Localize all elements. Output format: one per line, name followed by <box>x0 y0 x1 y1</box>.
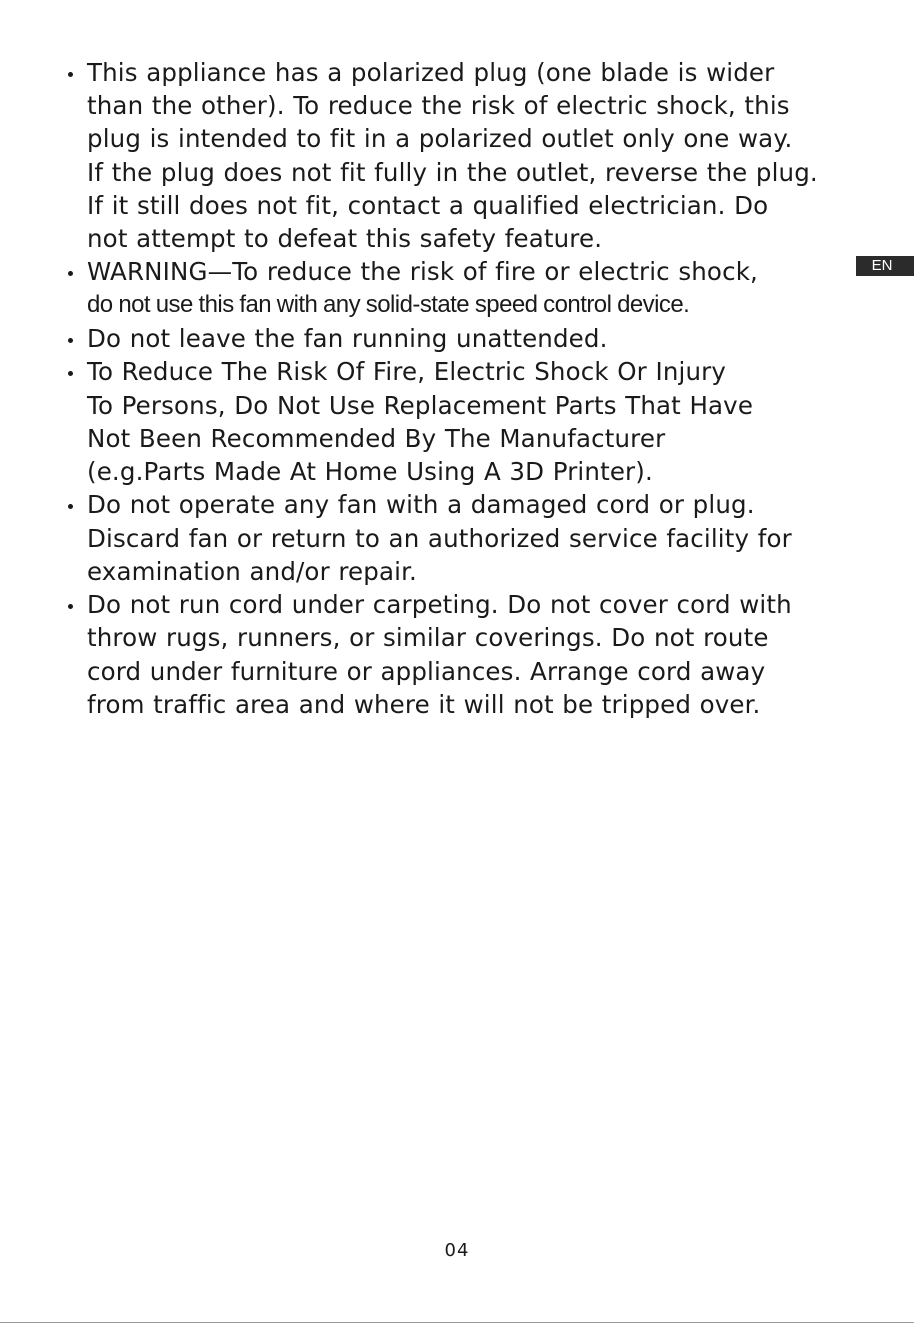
item-6-line-1: Do not run cord under carpeting. Do not cover cord with <box>87 590 792 619</box>
item-1-line-6: not attempt to defeat this safety feature. <box>87 224 603 253</box>
item-4-line-4: (e.g.Parts Made At Home Using A 3D Printer). <box>87 457 653 486</box>
bullet-dot <box>68 371 73 376</box>
item-4-line-3: Not Been Recommended By The Manufacturer <box>87 424 666 453</box>
item-4-line-1: To Reduce The Risk Of Fire, Electric Shock Or Injury <box>87 357 727 386</box>
item-3-line-1: Do not leave the fan running unattended. <box>87 324 608 353</box>
item-2-line-1: WARNING—To reduce the risk of fire or electric shock, <box>87 257 758 286</box>
bullet-dot <box>68 504 73 509</box>
item-5-line-1: Do not operate any fan with a damaged cord or plug. <box>87 490 755 519</box>
page-number: 04 <box>444 1240 470 1261</box>
item-2-line-2: do not use this fan with any solid-state speed control device. <box>87 291 690 318</box>
item-6-line-4: from traffic area and where it will not be tripped over. <box>87 690 761 719</box>
bottom-rule <box>0 1322 914 1323</box>
item-1-line-5: If it still does not fit, contact a qualified electrician. Do <box>87 191 769 220</box>
item-4-line-2: To Persons, Do Not Use Replacement Parts That Have <box>87 391 754 420</box>
item-5-line-2: Discard fan or return to an authorized service facility for <box>87 524 792 553</box>
item-1-line-4: If the plug does not fit fully in the outlet, reverse the plug. <box>87 158 818 187</box>
item-1-line-1: This appliance has a polarized plug (one blade is wider <box>87 58 775 87</box>
bullet-dot <box>68 338 73 343</box>
item-1-line-3: plug is intended to fit in a polarized outlet only one way. <box>87 124 793 153</box>
item-5-line-3: examination and/or repair. <box>87 557 417 586</box>
language-tab: EN <box>856 256 914 276</box>
bullet-dot <box>68 604 73 609</box>
item-1-line-2: than the other). To reduce the risk of electric shock, this <box>87 91 790 120</box>
bullet-dot <box>68 271 73 276</box>
bullet-dot <box>68 72 73 77</box>
item-6-line-3: cord under furniture or appliances. Arrange cord away <box>87 657 766 686</box>
item-6-line-2: throw rugs, runners, or similar coverings. Do not route <box>87 623 769 652</box>
